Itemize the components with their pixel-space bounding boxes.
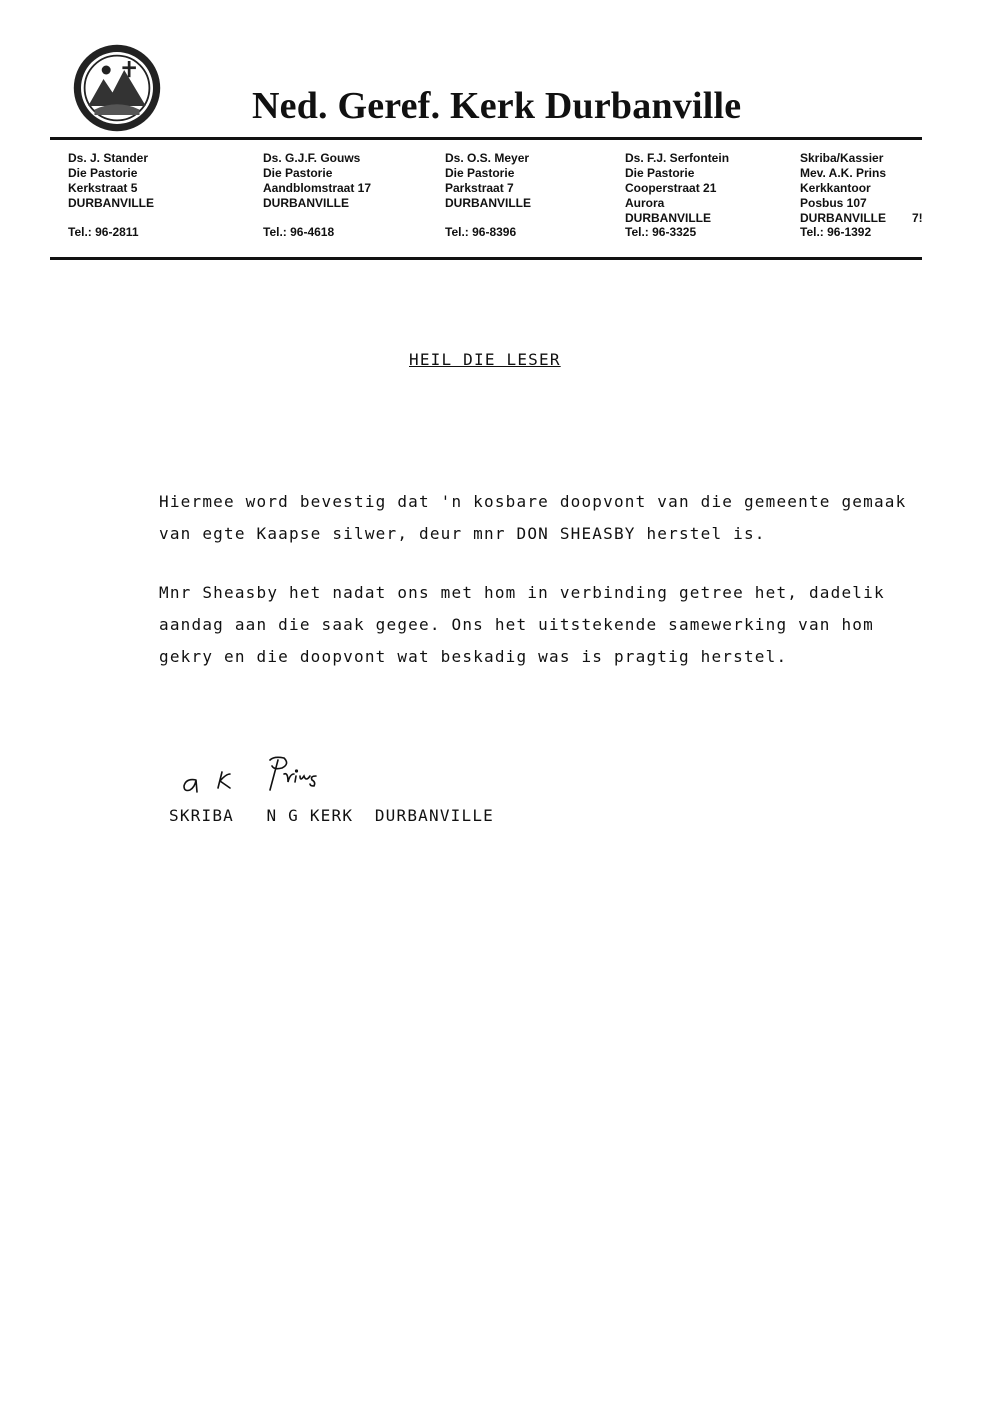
minister-name: Ds. O.S. Meyer (445, 151, 530, 165)
minister-town: DURBANVILLE (68, 196, 154, 210)
church-name-title: Ned. Geref. Kerk Durbanville (252, 85, 742, 127)
minister-tel: Tel.: 96-4618 (263, 225, 335, 239)
paragraph-line: aandag aan die saak gegee. Ons het uitstekende samewerking van hom (159, 615, 874, 634)
minister-house: Die Pastorie (263, 166, 333, 180)
paragraph-line: Hiermee word bevestig dat 'n kosbare doopvont van die gemeente gemaak (159, 492, 907, 511)
church-seal-logo (72, 43, 162, 133)
minister-house: Die Pastorie (68, 166, 138, 180)
minister-tel: Tel.: 96-2811 (68, 225, 139, 239)
header-rule-top (50, 137, 922, 140)
scribe-name: Mev. A.K. Prins (800, 166, 887, 180)
minister-suburb: Aurora (625, 196, 665, 210)
signatory-footer: SKRIBA N G KERK DURBANVILLE (169, 806, 494, 825)
minister-house: Die Pastorie (625, 166, 695, 180)
minister-name: Ds. G.J.F. Gouws (263, 151, 361, 165)
minister-column-1 (68, 151, 154, 239)
minister-street: Parkstraat 7 (445, 181, 514, 195)
paragraph-line: gekry en die doopvont wat beskadig was is pragtig herstel. (159, 647, 788, 666)
minister-town: DURBANVILLE (263, 196, 349, 210)
minister-column-2 (263, 151, 372, 239)
paragraph-1 (159, 486, 949, 550)
minister-town: DURBANVILLE (445, 196, 531, 210)
scribe-title: Skriba/Kassier (800, 151, 884, 165)
handwritten-signature (178, 752, 348, 800)
minister-name: Ds. F.J. Serfontein (625, 151, 730, 165)
minister-tel: Tel.: 96-3325 (625, 225, 697, 239)
minister-house: Die Pastorie (445, 166, 515, 180)
minister-column-3 (445, 151, 531, 239)
header-rule-bottom (50, 257, 922, 260)
minister-tel: Tel.: 96-8396 (445, 225, 517, 239)
scribe-tel: Tel.: 96-1392 (800, 225, 872, 239)
minister-street: Kerkstraat 5 (68, 181, 138, 195)
scribe-office: Kerkkantoor (800, 181, 871, 195)
minister-town: DURBANVILLE (625, 211, 711, 225)
minister-name: Ds. J. Stander (68, 151, 149, 165)
scribe-column (800, 151, 887, 239)
scribe-pobox: Posbus 107 (800, 196, 867, 210)
minister-street: Aandblomstraat 17 (263, 181, 372, 195)
minister-street: Cooperstraat 21 (625, 181, 717, 195)
paragraph-line: van egte Kaapse silwer, deur mnr DON SHEASBY herstel is. (159, 524, 766, 543)
scribe-town: DURBANVILLE (800, 211, 886, 225)
letter-heading: HEIL DIE LESER (409, 350, 561, 369)
minister-column-4 (625, 151, 730, 239)
stray-mark: 7! (912, 211, 923, 225)
paragraph-line: Mnr Sheasby het nadat ons met hom in verbinding getree het, dadelik (159, 583, 885, 602)
paragraph-2 (159, 577, 949, 673)
